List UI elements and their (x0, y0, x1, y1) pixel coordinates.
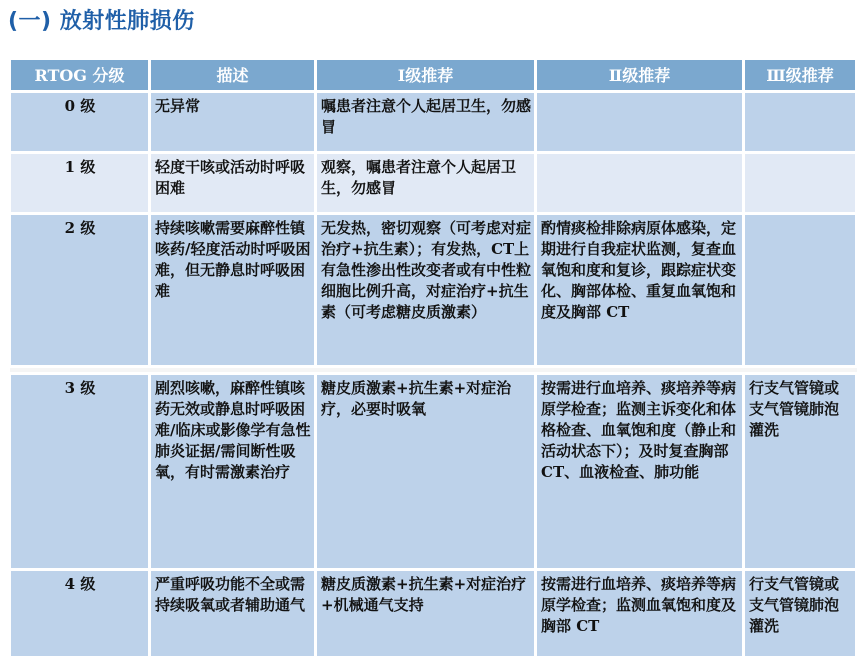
cell-rec2 (536, 92, 744, 153)
cell-rec3: 行支气管镜或支气管镜肺泡灌洗 (744, 570, 857, 658)
cell-desc: 轻度干咳或活动时呼吸困难 (150, 153, 316, 214)
cell-desc: 持续咳嗽需要麻醉性镇咳药/轻度活动时呼吸困难，但无静息时呼吸困难 (150, 214, 316, 367)
cell-rec1: 观察，嘱患者注意个人起居卫生，勿感冒 (316, 153, 536, 214)
table-row (10, 214, 857, 367)
cell-rec2: 按需进行血培养、痰培养等病原学检查；监测血氧饱和度及胸部 CT (536, 570, 744, 658)
rtog-table (8, 57, 858, 659)
cell-grade: 1 级 (10, 153, 150, 214)
row-spacer (10, 367, 857, 374)
cell-rec2: 酌情痰检排除病原体感染，定期进行自我症状监测，复查血氧饱和度和复诊，跟踪症状变化、胸部体检、重复血氧饱和度及胸部 CT (536, 214, 744, 367)
header-grade: RTOG 分级 (10, 59, 150, 92)
cell-rec3 (744, 153, 857, 214)
cell-desc: 严重呼吸功能不全或需持续吸氧或者辅助通气 (150, 570, 316, 658)
cell-rec2 (536, 153, 744, 214)
cell-grade: 4 级 (10, 570, 150, 658)
cell-rec3 (744, 92, 857, 153)
table-row (10, 92, 857, 153)
cell-rec1: 嘱患者注意个人起居卫生，勿感冒 (316, 92, 536, 153)
header-desc: 描述 (150, 59, 316, 92)
cell-rec1: 无发热，密切观察（可考虑对症治疗+抗生素）；有发热，CT上有急性渗出性改变者或有中性粒细胞比例升高，对症治疗+抗生素（可考虑糖皮质激素） (316, 214, 536, 367)
cell-desc: 无异常 (150, 92, 316, 153)
header-rec3: Ⅲ级推荐 (744, 59, 857, 92)
header-rec2: Ⅱ级推荐 (536, 59, 744, 92)
cell-rec2: 按需进行血培养、痰培养等病原学检查；监测主诉变化和体格检查、血氧饱和度（静止和活动状态下）；及时复查胸部 CT、血液检查、肺功能 (536, 374, 744, 570)
table-header-row (10, 59, 857, 92)
table-row (10, 570, 857, 658)
cell-grade: 3 级 (10, 374, 150, 570)
cell-desc: 剧烈咳嗽，麻醉性镇咳药无效或静息时呼吸困难/临床或影像学有急性肺炎证据/需间断性吸氧，有时需激素治疗 (150, 374, 316, 570)
page-title: (一) 放射性肺损伤 (8, 9, 195, 34)
cell-rec1: 糖皮质激素+抗生素+对症治疗+机械通气支持 (316, 570, 536, 658)
cell-rec3: 行支气管镜或支气管镜肺泡灌洗 (744, 374, 857, 570)
cell-rec3 (744, 214, 857, 367)
spacer-cell (10, 367, 857, 374)
cell-rec1: 糖皮质激素+抗生素+对症治疗，必要时吸氧 (316, 374, 536, 570)
cell-grade: 2 级 (10, 214, 150, 367)
table-row (10, 374, 857, 570)
header-rec1: Ⅰ级推荐 (316, 59, 536, 92)
table-row (10, 153, 857, 214)
cell-grade: 0 级 (10, 92, 150, 153)
